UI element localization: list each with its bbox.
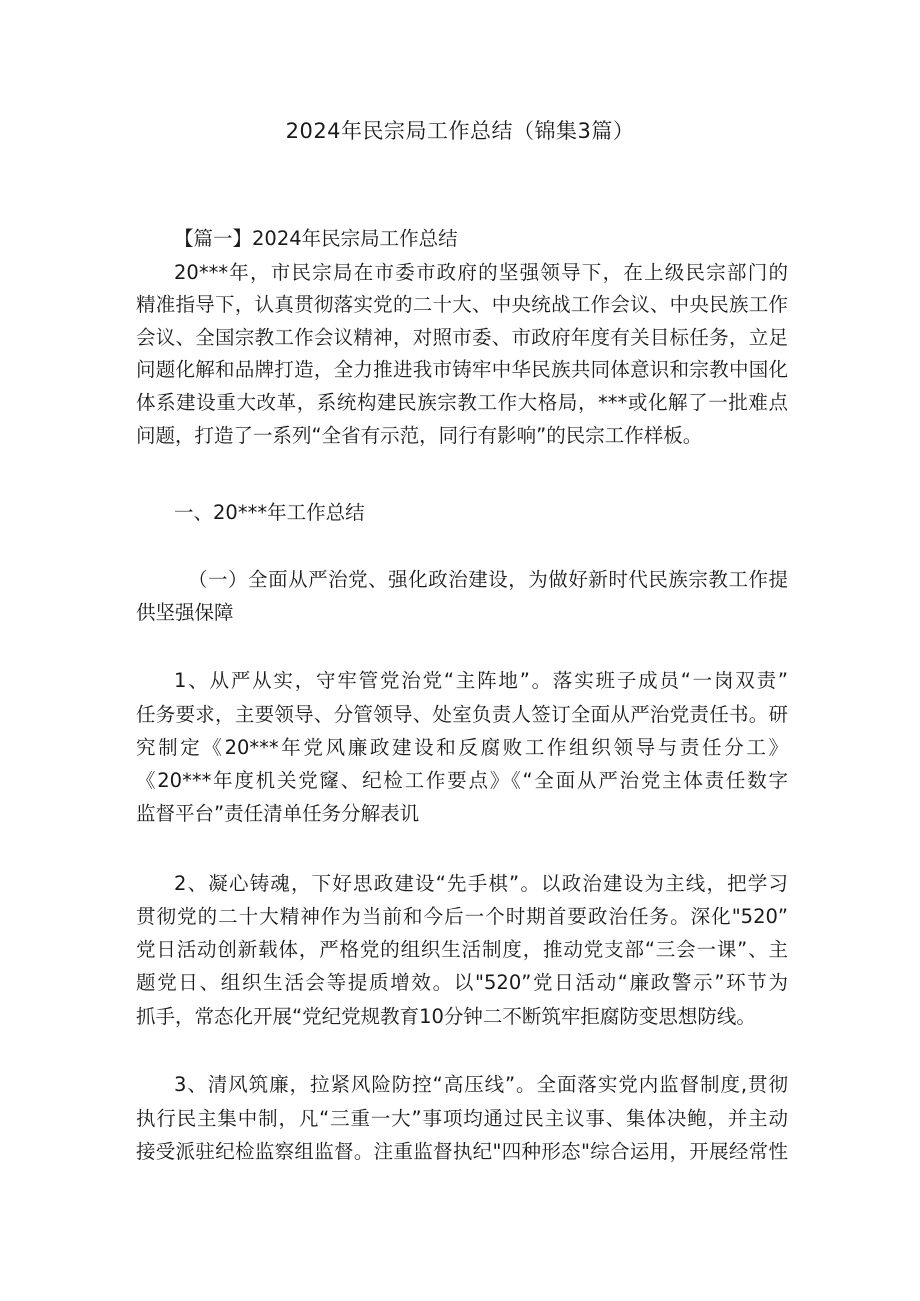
item3-line: 3、清风筑廉，拉紧风险防控“高压线”。全面落实党内监督制度,贯彻 bbox=[174, 1073, 788, 1096]
subsection-line: 供坚强保障 bbox=[136, 601, 234, 624]
item3-line: 接受派驻纪检监察组监督。注重监督执纪"四种形态"综合运用，开展经常性 bbox=[136, 1140, 788, 1163]
item1-line: 《20***年度机关党窿、纪检工作要点》《“全面从严治党主体责任数字 bbox=[136, 769, 788, 792]
item3-line: 执行民主集中制，凡“三重一大”事项均通过民主议事、集体决鲍，并主动 bbox=[136, 1107, 788, 1130]
intro-line: 问题化解和品牌打造，全力推进我市铸牢中华民族共同体意识和宗教中国化 bbox=[136, 358, 788, 381]
section-heading: 一、20***年工作总结 bbox=[174, 501, 365, 524]
item1-line: 1、从严从实，守牢管党治党“主阵地”。落实班子成员“一岗双责” bbox=[174, 669, 788, 692]
item2-line: 2、凝心铸魂，下好思政建设“先手棋”。以政治建设为主线，把学习 bbox=[174, 872, 788, 895]
item2-line: 抓手，常态化开展“党纪党规教育10分钟二不断筑牢拒腐防变思想防线。 bbox=[136, 1005, 756, 1028]
item2-line: 题党日、组织生活会等提质增效。以"520”党日活动“廉政警示”环节为 bbox=[136, 971, 788, 994]
intro-line: 精准指导下，认真贯彻落实党的二十大、中央统战工作会议、中央民族工作 bbox=[136, 293, 788, 316]
intro-line: 20***年，市民宗局在市委市政府的坚强领导下，在上级民宗部门的 bbox=[174, 261, 788, 284]
item2-line: 党日活动创新载体，严格党的组织生活制度，推动党支部“三会一课”、主 bbox=[136, 938, 788, 961]
intro-line: 会议、全国宗教工作会议精神，对照市委、市政府年度有关目标任务，立足 bbox=[136, 326, 788, 349]
item1-line: 任务要求，主要领导、分管领导、处室负责人签订全面从严治党责任书。研 bbox=[136, 703, 788, 726]
item1-line: 究制定《20***年党风廉政建设和反腐败工作组织领导与责任分工》 bbox=[136, 736, 788, 759]
item2-line: 贯彻党的二十大精神作为当前和今后一个时期首要政治任务。深化"520” bbox=[136, 905, 788, 928]
document-title: 2024年民宗局工作总结（锦集3篇） bbox=[285, 119, 635, 143]
intro-line: 体系建设重大改革，系统构建民族宗教工作大格局，***或化解了一批难点 bbox=[136, 391, 788, 414]
intro-line: 问题，打造了一系列“全省有示范，同行有影响”的民宗工作样板。 bbox=[136, 424, 703, 447]
part-heading: 【篇一】2024年民宗局工作总结 bbox=[174, 227, 458, 250]
subsection-line: （一）全面从严治党、强化政治建设，为做好新时代民族宗教工作提 bbox=[188, 568, 788, 591]
item1-line: 监督平台”责任清单任务分解表讥 bbox=[136, 802, 420, 825]
